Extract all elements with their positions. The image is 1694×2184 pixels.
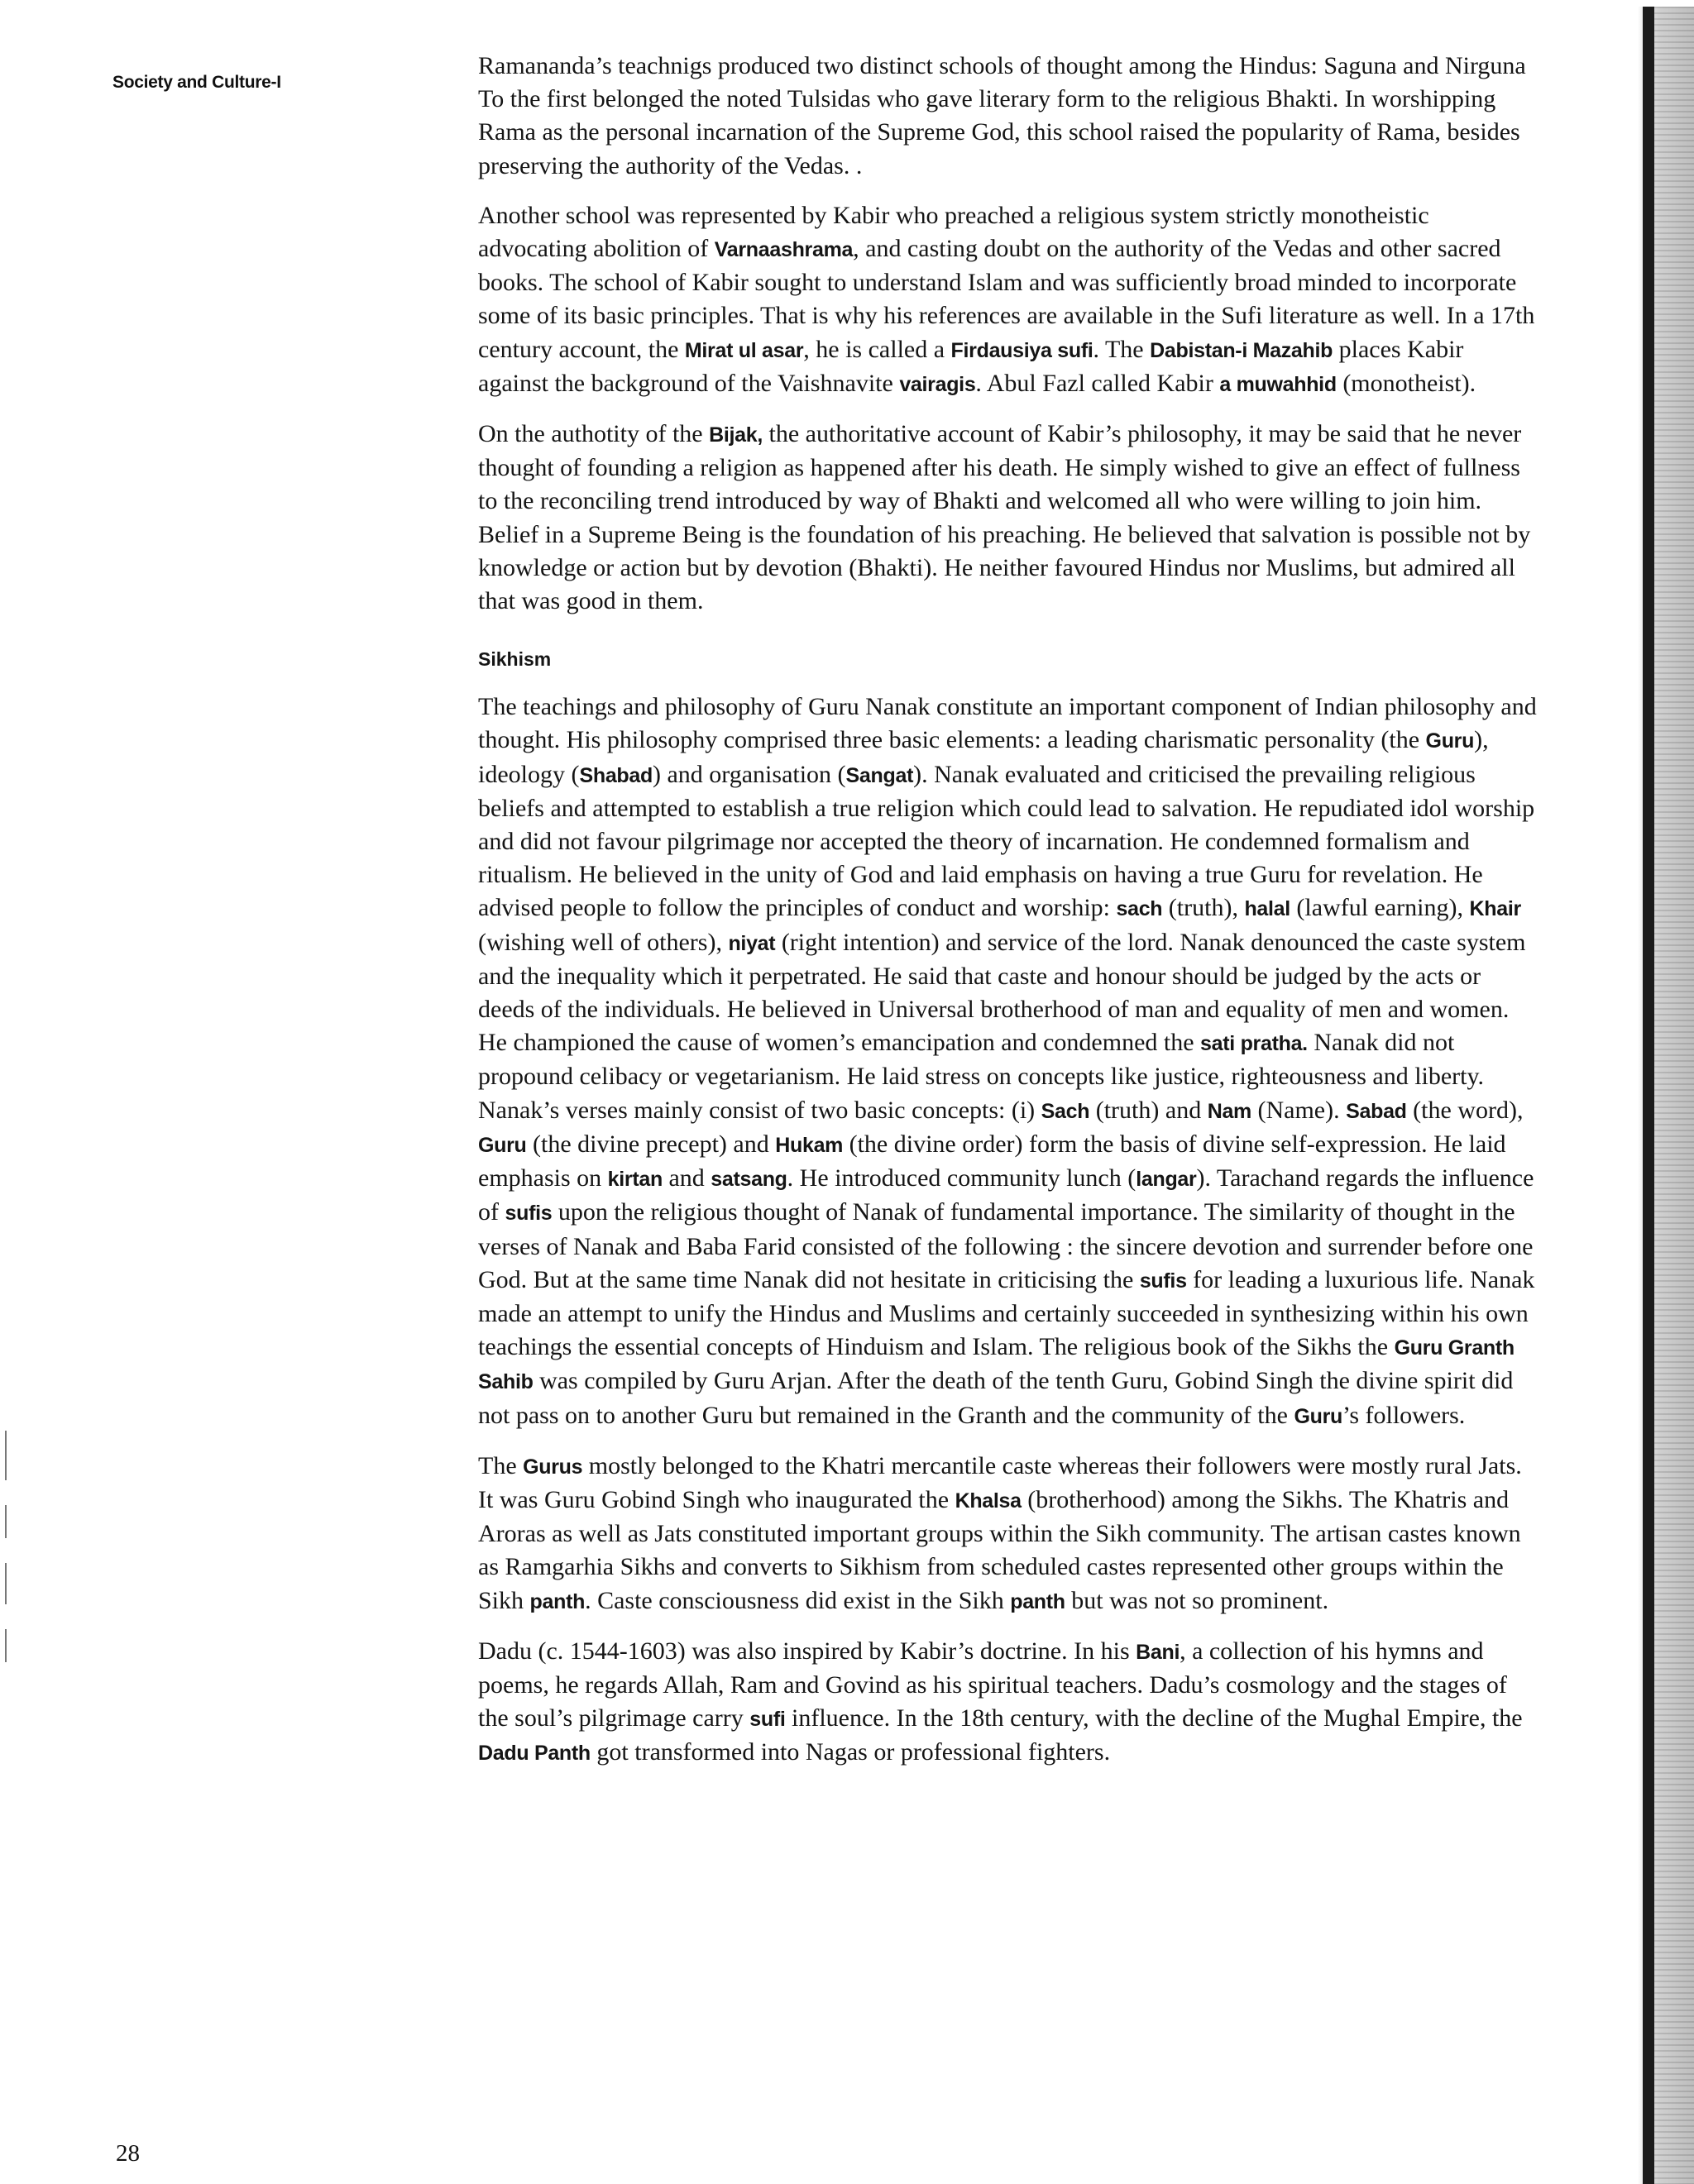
bold-term: Bani (1136, 1640, 1180, 1664)
text-run: Dadu (c. 1544-1603) was also inspired by Kabir’s doctrine. In his (478, 1637, 1137, 1665)
text-run: (brotherhood) among the Sikhs. The Khatris and Aroras as well as Jats constituted important groups within the Sikh community. The artisan castes known as Ramgarhia Sikhs and converts to Sikhism from scheduled castes represented other groups within the Sikh (478, 1485, 1521, 1614)
bold-term: niyat (728, 931, 776, 955)
text-run: (truth), (1162, 894, 1245, 922)
text-run: mostly belonged to the Khatri mercantile caste whereas their followers were mostly rural Jats. It was Guru Gobind Singh who inaugurated the (478, 1451, 1522, 1513)
text-run: , and casting doubt on the authority of the Vedas and other sacred books. The school of Kabir sought to understand Islam and was sufficiently broad minded to incorporate some of its basic principles. That is why his references are available in the Sufi literature as well. In a 17th century account, the (478, 235, 1535, 363)
text-run: (lawful earning), (1290, 894, 1470, 922)
text-run: On the authotity of the (478, 420, 710, 448)
text-run: (right intention) and service of the lord. Nanak denounced the caste system and the inequality which it perpetrated. He said that caste and honour should be judged by the acts or deeds of the individuals. He believed in Universal brotherhood of man and equality of men and women. He championed the cause of women’s emancipation and condemned the (478, 928, 1526, 1057)
text-run: the authoritative account of Kabir’s philosophy, it may be said that he never thought of founding a religion as happened after his death. He simply wished to give an effect of fullness to the reconciling trend introduced by way of Bhakti and welcomed all who were willing to join him. Belief in a Supreme Being is the foundation of his preaching. He believed that salvation is possible not by knowledge or action but by devotion (Bhakti). He neither favoured Hindus nor Muslims, but admired all that was good in them. (478, 420, 1531, 615)
text-run: was compiled by Guru Arjan. After the death of the tenth Guru, Gobind Singh the divine spirit did not pass on to another Guru but remained in the Granth and the community of the (478, 1367, 1514, 1429)
bold-term: Sabad (1346, 1099, 1407, 1123)
bold-term: panth (1010, 1589, 1065, 1613)
bold-term: Khair (1469, 897, 1521, 921)
text-run: (the divine precept) and (526, 1130, 776, 1158)
text-run: . Abul Fazl called Kabir (975, 369, 1220, 397)
bold-term: vairagis (899, 372, 976, 396)
text-run: got transformed into Nagas or professional fighters. (590, 1738, 1111, 1766)
text-run: ), ideology ( (478, 726, 1489, 788)
text-run: but was not so prominent. (1065, 1586, 1329, 1614)
text-run: ). Tarachand regards the influence of (478, 1164, 1534, 1226)
paragraph (478, 50, 1537, 183)
text-run: . The (1093, 335, 1151, 363)
running-head: Society and Culture-I (112, 73, 281, 92)
text-run: for leading a luxurious life. Nanak made an attempt to unify the Hindus and Muslims and certainly succeeded in synthesizing within his own teachings the essential concepts of Hinduism and Islam. The religious book of the Sikhs the (478, 1265, 1535, 1361)
text-run: influence. In the 18th century, with the decline of the Mughal Empire, the (785, 1704, 1523, 1732)
margin-mark (5, 1431, 7, 1480)
bold-term: a muwahhid (1219, 372, 1337, 396)
margin-mark (5, 1505, 7, 1538)
bold-term: Guru (1425, 729, 1475, 753)
left-margin-marks (0, 1431, 10, 1761)
bold-term: Guru (1294, 1404, 1342, 1428)
binding-shadow (1643, 7, 1654, 2184)
bold-term: sati pratha. (1200, 1032, 1308, 1056)
text-run: (the divine order) form the basis of divine self-expression. He laid emphasis on (478, 1130, 1506, 1192)
paragraph (478, 1635, 1537, 1771)
binding-speckle (1654, 7, 1694, 2184)
text-run: and (662, 1164, 711, 1192)
bold-term: Varnaashrama (714, 238, 854, 262)
bold-term: Nam (1207, 1099, 1251, 1123)
text-run: (wishing well of others), (478, 928, 729, 956)
bold-term: Khalsa (955, 1489, 1022, 1513)
text-run: . He introduced community lunch ( (787, 1164, 1137, 1192)
bold-term: satsang (711, 1168, 787, 1192)
bold-term: sach (1116, 897, 1163, 921)
bold-term: Bijak, (709, 423, 763, 447)
text-run: ) and organisation ( (652, 760, 846, 788)
text-run: . Caste consciousness did exist in the Sikh (585, 1586, 1011, 1614)
bold-term: Firdausiya sufi (950, 338, 1093, 362)
text-run: (monotheist). (1336, 369, 1476, 397)
margin-mark (5, 1563, 7, 1604)
bold-term: Gurus (523, 1455, 583, 1479)
bold-term: sufi (749, 1708, 786, 1732)
paragraph (478, 1450, 1537, 1618)
bold-term: Hukam (775, 1133, 844, 1157)
bold-term: Sach (1041, 1099, 1090, 1123)
text-run: (truth) and (1089, 1096, 1208, 1124)
text-run: Nanak did not propound celibacy or vegetarianism. He laid stress on concepts like justice, righteousness and liberty. Nanak’s verses mainly consist of two basic concepts: (i) (478, 1029, 1485, 1124)
text-run: upon the religious thought of Nanak of fundamental importance. The similarity of thought in the verses of Nanak and Baba Farid consisted of the following : the sincere devotion and surrender before one God. But at the same time Nanak did not hesitate in criticising the (478, 1198, 1534, 1293)
text-run: The teachings and philosophy of Guru Nanak constitute an important component of Indian philosophy and thought. His philosophy comprised three basic elements: a leading charismatic personality (the (478, 693, 1537, 754)
text-run: Ramananda’s teachnigs produced two distinct schools of thought among the Hindus: Saguna and Nirguna To the first belonged the noted Tulsidas who gave literary form to the religious Bhakti. In worshipping Rama as the personal incarnation of the Supreme God, this school raised the popularity of Rama, besides preserving the authority of the Vedas. . (478, 52, 1526, 179)
paragraph (478, 199, 1537, 401)
text-run: , he is called a (803, 335, 951, 363)
text-run: Another school was represented by Kabir who preached a religious system strictly monotheistic advocating abolition of (478, 201, 1429, 263)
text-run: ). Nanak evaluated and criticised the prevailing religious beliefs and attempted to establish a true religion which could lead to salvation. He repudiated idol worship and did not favour pilgrimage nor accepted the theory of incarnation. He condemned formalism and ritualism. He believed in the unity of God and laid emphasis on having a true Guru for revelation. He advised people to follow the principles of conduct and worship: (478, 760, 1535, 922)
page-binding-edge (1638, 7, 1694, 2184)
section-heading: Sikhism (478, 648, 552, 671)
bold-term: Dadu Panth (478, 1742, 591, 1766)
text-run: (the word), (1406, 1096, 1524, 1124)
bold-term: Sangat (845, 763, 914, 787)
text-run: (Name). (1251, 1096, 1347, 1124)
bold-term: Shabad (579, 763, 653, 787)
bold-term: sufis (1139, 1269, 1187, 1293)
bold-term: Guru (478, 1133, 527, 1157)
bold-term: Mirat ul asar (684, 338, 804, 362)
text-run: ’s followers. (1342, 1401, 1466, 1429)
margin-mark (5, 1629, 7, 1662)
bold-term: langar (1136, 1168, 1197, 1192)
text-run: The (478, 1451, 524, 1479)
text-run: places Kabir against the background of the Vaishnavite (478, 335, 1464, 397)
bold-term: panth (529, 1589, 586, 1613)
bold-term: Dabistan-i Mazahib (1150, 338, 1333, 362)
body-text (478, 50, 1537, 1787)
bold-term: Guru Granth Sahib (478, 1336, 1515, 1394)
bold-term: sufis (505, 1202, 553, 1226)
paragraph (478, 418, 1537, 618)
page-number: 28 (116, 2140, 140, 2167)
bold-term: kirtan (607, 1168, 663, 1192)
bold-term: halal (1244, 897, 1290, 921)
text-run: , a collection of his hymns and poems, he regards Allah, Ram and Govind as his spiritual teachers. Dadu’s cosmology and the stages of the soul’s pilgrimage carry (478, 1637, 1507, 1732)
paragraph (478, 691, 1537, 1432)
